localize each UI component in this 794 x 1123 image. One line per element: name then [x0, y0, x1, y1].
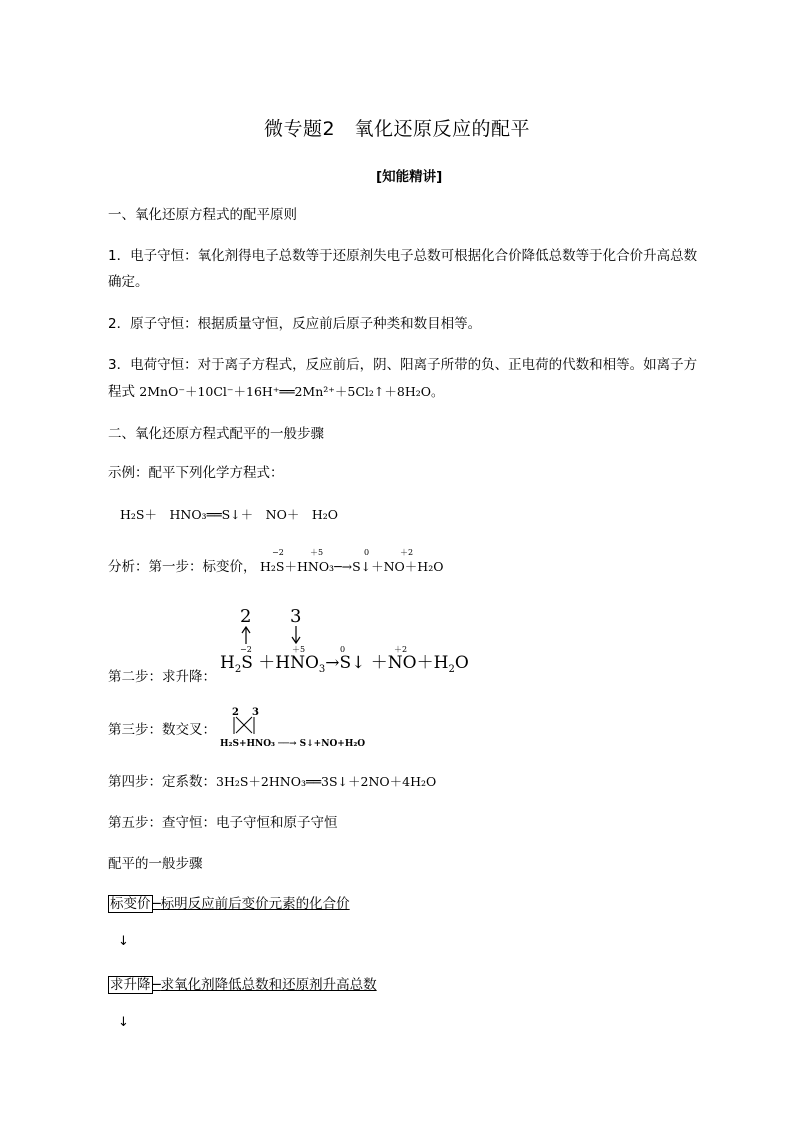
- decrease-number: 3: [290, 606, 302, 627]
- step1-label: 分析：第一步：标变价，: [108, 559, 257, 575]
- flow-box-label: 求升降: [110, 977, 151, 993]
- section1-heading: 一、氧化还原方程式的配平原则: [108, 207, 297, 223]
- step4-label: 第四步：定系数：: [108, 774, 216, 790]
- step1-equation: H₂S＋HNO₃─→S↓＋NO＋H₂O: [260, 559, 444, 574]
- step2-label: 第二步：求升降：: [108, 669, 216, 685]
- page-title: 微专题2 氧化还原反应的配平: [263, 118, 531, 140]
- increase-number: 2: [240, 606, 252, 627]
- principle-atom: 2．原子守恒：根据质量守恒，反应前后原子种类和数目相等。: [108, 316, 482, 332]
- principle-electron-cont: 确定。: [108, 274, 149, 290]
- section2-heading: 二、氧化还原方程式配平的一般步骤: [108, 426, 324, 442]
- example-equation: H₂S＋ HNO₃══S↓＋ NO＋ H₂O: [120, 507, 339, 522]
- valence-mark: ＋5: [310, 548, 324, 557]
- flow-step-1: [108, 894, 350, 914]
- valence-mark: 0: [340, 645, 346, 654]
- principle-charge: 3．电荷守恒：对于离子方程式，反应前后，阴、阳离子所带的负、正电荷的代数和相等。如离子方: [108, 357, 698, 373]
- step3-equation: H₂S+HNO₃ ──→ S↓+NO+H₂O: [220, 739, 366, 749]
- step5-line: 第五步：查守恒：电子守恒和原子守恒: [108, 815, 338, 831]
- step1-equation-graphic: [258, 545, 458, 579]
- general-steps-heading: 配平的一般步骤: [108, 856, 203, 872]
- step2-equation-graphic: [218, 602, 488, 684]
- flow-step-text: ─标明反应前后变价元素的化合价: [152, 896, 350, 912]
- flow-step-text: ─求氧化剂降低总数和还原剂升高总数: [152, 977, 377, 993]
- valence-mark: ＋2: [394, 645, 408, 654]
- step3-label: 第三步：数交叉：: [108, 722, 216, 738]
- example-label: 示例：配平下列化学方程式：: [108, 465, 284, 481]
- principle-electron: 1．电子守恒：氧化剂得电子总数等于还原剂失电子总数可根据化合价降低总数等于化合价升高总数: [108, 248, 698, 264]
- cross-number-right: 3: [252, 707, 259, 718]
- down-arrow-icon: ↓: [118, 1015, 129, 1030]
- equation-prefix: 程式: [108, 384, 135, 400]
- ionic-equation: 2MnO⁻＋10Cl⁻＋16H⁺══2Mn²⁺＋5Cl₂↑＋8H₂O。: [139, 384, 444, 399]
- valence-mark: −2: [240, 645, 252, 654]
- flow-box-label: 标变价: [110, 896, 151, 912]
- section-badge: [知能精讲]: [376, 169, 443, 185]
- step4-equation: 3H₂S＋2HNO₃══3S↓＋2NO＋4H₂O: [216, 774, 437, 789]
- step3-cross-graphic: [218, 704, 368, 750]
- cross-number-left: 2: [232, 707, 239, 718]
- flow-step-2: [108, 975, 377, 995]
- valence-mark: 0: [364, 548, 370, 557]
- valence-mark: ＋2: [400, 548, 414, 557]
- step2-equation: $H_2S$ $+HNO_3\to S↓ +NO+H_2O$: [220, 653, 469, 675]
- principle-charge-cont: [108, 382, 444, 402]
- down-arrow-icon: ↓: [118, 934, 129, 949]
- valence-mark: −2: [272, 548, 284, 557]
- valence-mark: ＋5: [292, 645, 306, 654]
- step4-line: [108, 772, 436, 792]
